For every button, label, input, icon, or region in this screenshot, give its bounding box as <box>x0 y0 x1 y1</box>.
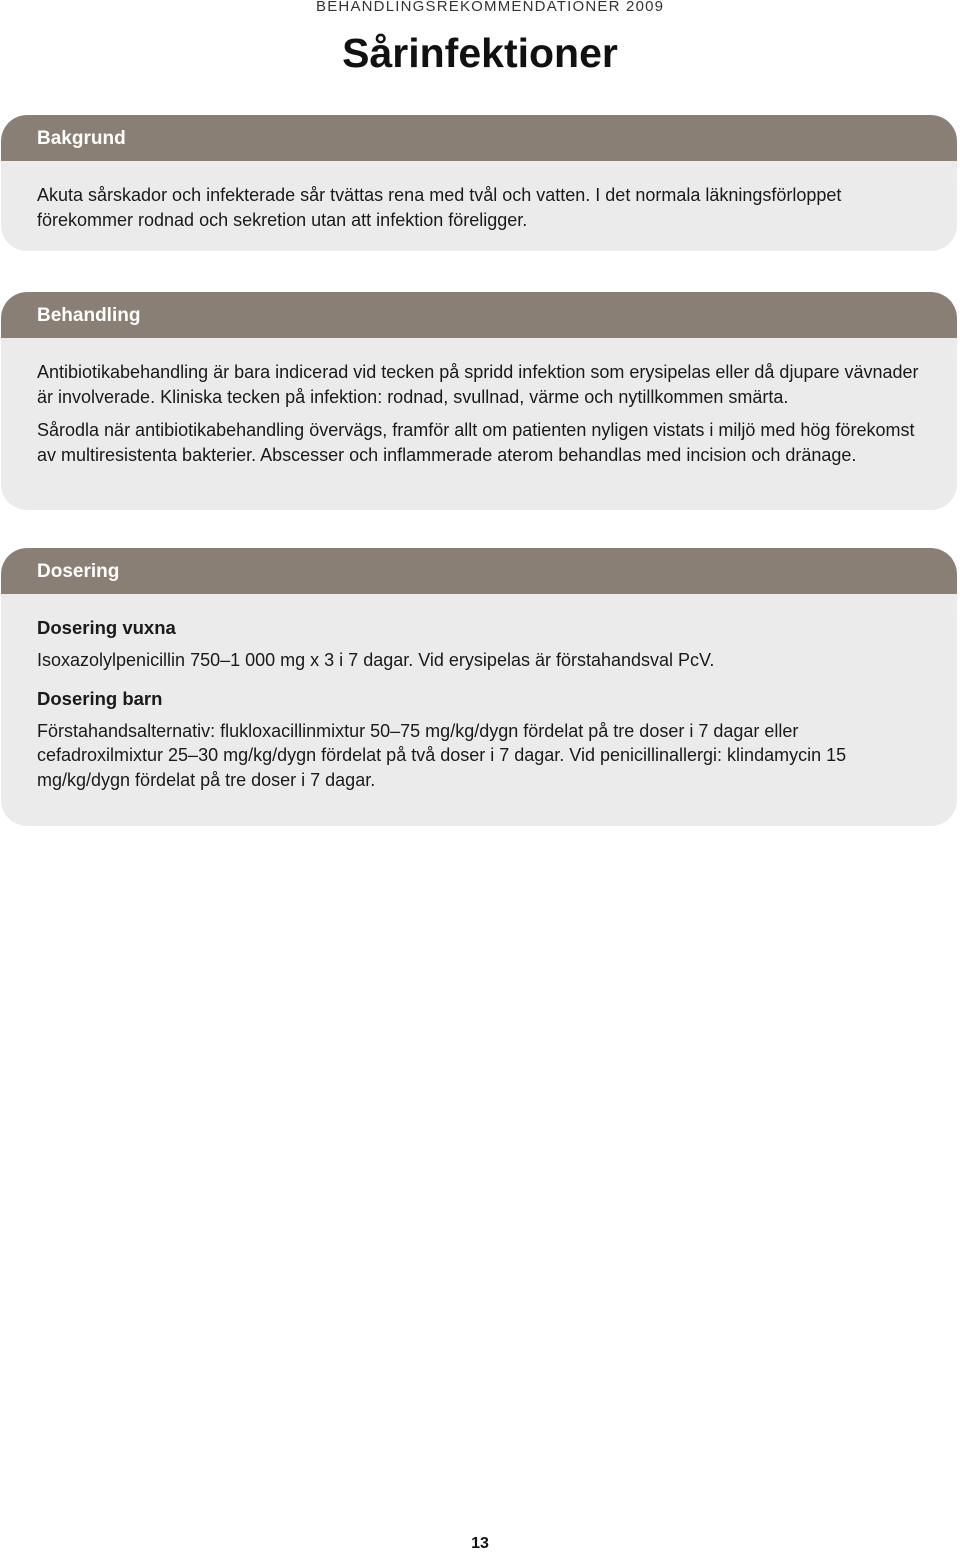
section-behandling <box>1 292 957 510</box>
section-body-behandling <box>1 338 957 467</box>
section-body-dosering <box>1 594 957 792</box>
section-dosering <box>1 548 957 826</box>
dosage-adults-text: Isoxazolylpenicillin 750–1 000 mg x 3 i 7 dagar. Vid erysipelas är förstahandsval PcV. <box>37 650 715 670</box>
section-heading-dosering: Dosering <box>1 548 957 594</box>
section-heading-bakgrund: Bakgrund <box>1 115 957 161</box>
section-bakgrund <box>1 115 957 251</box>
paragraph: Akuta sårskador och infekterade sår tvättas rena med tvål och vatten. I det normala läkningsförloppet förekommer rodnad och sekretion utan att infektion föreligger. <box>37 185 842 230</box>
page-number: 13 <box>471 1535 489 1552</box>
page-title: Sårinfektioner <box>342 30 618 76</box>
dosage-children-text: Förstahandsalternativ: flukloxacillinmixtur 50–75 mg/kg/dygn fördelat på tre doser i 7 dagar eller cefadroxilmixtur 25–30 mg/kg/dygn fördelat på två doser i 7 dagar. Vid penicillinallergi: klindamycin 15 mg/kg/dygn fördelat på tre doser i 7 dagar. <box>37 720 847 790</box>
paragraph: Sårodla när antibiotikabehandling övervägs, framför allt om patienten nyligen vistats i miljö med hög förekomst av multiresistenta bakterier. Abscesser och inflammerade aterom behandlas med incision och dränage. <box>37 420 915 465</box>
subheading-dosering-vuxna: Dosering vuxna <box>37 617 176 638</box>
section-heading-behandling: Behandling <box>1 292 957 338</box>
subheading-dosering-barn: Dosering barn <box>37 687 163 709</box>
paragraph: Antibiotikabehandling är bara indicerad vid tecken på spridd infektion som erysipelas eller då djupare vävnader är involverade. Kliniska tecken på infektion: rodnad, svullnad, värme och nytillkommen smärta. <box>37 362 919 407</box>
running-header: BEHANDLINGSREKOMMENDATIONER 2009 <box>316 0 665 15</box>
section-body-bakgrund <box>1 161 957 232</box>
